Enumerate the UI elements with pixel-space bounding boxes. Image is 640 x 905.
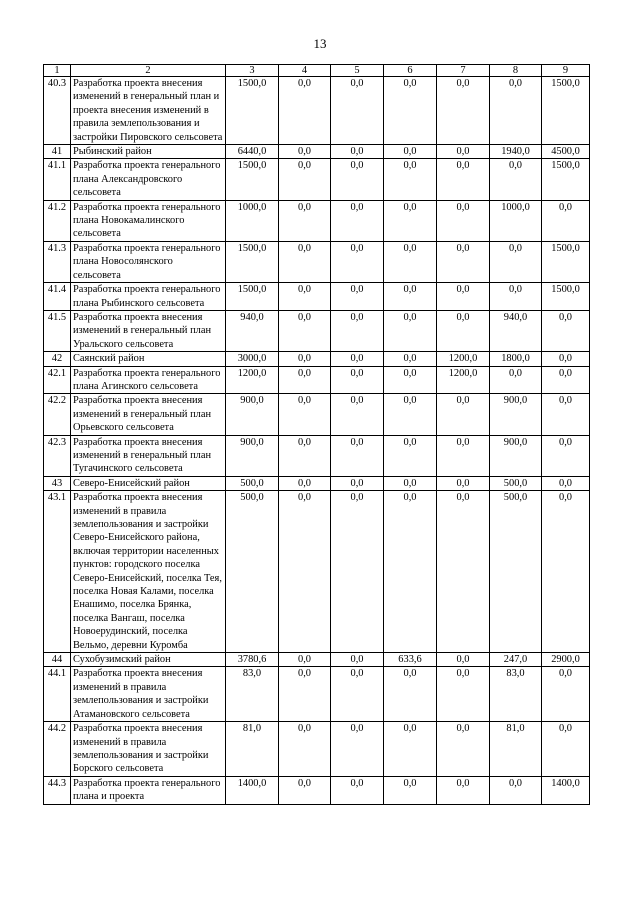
value-cell: 500,0 bbox=[226, 491, 279, 653]
value-cell: 940,0 bbox=[226, 310, 279, 351]
table-row bbox=[44, 667, 590, 722]
value-cell: 0,0 bbox=[279, 491, 331, 653]
row-name-cell: Разработка проекта внесения изменений в генеральный план и проекта внесения изменений в правила землепользования и застройки Пировского сельсовета bbox=[71, 77, 226, 145]
table-row bbox=[44, 435, 590, 476]
value-cell: 0,0 bbox=[437, 776, 490, 804]
value-cell: 0,0 bbox=[279, 722, 331, 777]
row-number-cell: 41.5 bbox=[44, 310, 71, 351]
row-number-cell: 44.2 bbox=[44, 722, 71, 777]
row-name-cell: Разработка проекта генерального плана Новосолянского сельсовета bbox=[71, 241, 226, 282]
value-cell: 0,0 bbox=[331, 283, 384, 311]
row-number-cell: 41.4 bbox=[44, 283, 71, 311]
value-cell: 0,0 bbox=[331, 491, 384, 653]
row-number-cell: 44 bbox=[44, 653, 71, 667]
value-cell: 1500,0 bbox=[542, 241, 590, 282]
value-cell: 0,0 bbox=[437, 241, 490, 282]
table-row bbox=[44, 159, 590, 200]
value-cell: 0,0 bbox=[437, 491, 490, 653]
table-row bbox=[44, 476, 590, 490]
column-header: 8 bbox=[490, 65, 542, 77]
value-cell: 0,0 bbox=[331, 241, 384, 282]
value-cell: 0,0 bbox=[279, 435, 331, 476]
value-cell: 0,0 bbox=[542, 476, 590, 490]
value-cell: 0,0 bbox=[437, 435, 490, 476]
value-cell: 1400,0 bbox=[226, 776, 279, 804]
value-cell: 0,0 bbox=[437, 310, 490, 351]
value-cell: 1940,0 bbox=[490, 145, 542, 159]
value-cell: 0,0 bbox=[437, 394, 490, 435]
row-name-cell: Разработка проекта генерального плана Агинского сельсовета bbox=[71, 366, 226, 394]
column-header: 3 bbox=[226, 65, 279, 77]
row-name-cell: Разработка проекта генерального плана Александровского сельсовета bbox=[71, 159, 226, 200]
table-row bbox=[44, 352, 590, 366]
page-number: 13 bbox=[313, 36, 327, 51]
row-number-cell: 42.1 bbox=[44, 366, 71, 394]
value-cell: 83,0 bbox=[226, 667, 279, 722]
value-cell: 0,0 bbox=[384, 491, 437, 653]
value-cell: 0,0 bbox=[542, 310, 590, 351]
value-cell: 0,0 bbox=[384, 310, 437, 351]
value-cell: 500,0 bbox=[490, 491, 542, 653]
value-cell: 0,0 bbox=[384, 283, 437, 311]
column-header: 4 bbox=[279, 65, 331, 77]
row-number-cell: 41.1 bbox=[44, 159, 71, 200]
value-cell: 0,0 bbox=[279, 159, 331, 200]
value-cell: 0,0 bbox=[279, 310, 331, 351]
value-cell: 81,0 bbox=[226, 722, 279, 777]
value-cell: 940,0 bbox=[490, 310, 542, 351]
row-name-cell: Разработка проекта внесения изменений в правила землепользования и застройки Борского сельсовета bbox=[71, 722, 226, 777]
column-header: 1 bbox=[44, 65, 71, 77]
value-cell: 0,0 bbox=[279, 241, 331, 282]
value-cell: 0,0 bbox=[437, 77, 490, 145]
value-cell: 900,0 bbox=[490, 394, 542, 435]
value-cell: 0,0 bbox=[331, 310, 384, 351]
value-cell: 0,0 bbox=[331, 394, 384, 435]
value-cell: 0,0 bbox=[437, 476, 490, 490]
table-row bbox=[44, 241, 590, 282]
value-cell: 0,0 bbox=[331, 200, 384, 241]
row-number-cell: 40.3 bbox=[44, 77, 71, 145]
value-cell: 0,0 bbox=[542, 722, 590, 777]
row-name-cell: Разработка проекта внесения изменений в правила землепользования и застройки Северо-Енисейского района, включая территории населенных пунктов: городского поселка Северо-Енисейский, поселка Тея, поселка Новая Калами, поселка Енашимо, поселка Брянка, поселка Вангаш, поселка Новоерудинский, поселка Вельмо, деревни Куромба bbox=[71, 491, 226, 653]
table-row bbox=[44, 394, 590, 435]
value-cell: 0,0 bbox=[331, 145, 384, 159]
row-number-cell: 41 bbox=[44, 145, 71, 159]
row-name-cell: Разработка проекта генерального плана Рыбинского сельсовета bbox=[71, 283, 226, 311]
value-cell: 0,0 bbox=[490, 283, 542, 311]
value-cell: 0,0 bbox=[331, 667, 384, 722]
row-name-cell: Разработка проекта внесения изменений в правила землепользования и застройки Атамановского сельсовета bbox=[71, 667, 226, 722]
value-cell: 900,0 bbox=[226, 435, 279, 476]
value-cell: 0,0 bbox=[542, 366, 590, 394]
value-cell: 2900,0 bbox=[542, 653, 590, 667]
value-cell: 0,0 bbox=[490, 241, 542, 282]
value-cell: 0,0 bbox=[279, 653, 331, 667]
value-cell: 4500,0 bbox=[542, 145, 590, 159]
value-cell: 0,0 bbox=[331, 352, 384, 366]
row-name-cell: Саянский район bbox=[71, 352, 226, 366]
value-cell: 1800,0 bbox=[490, 352, 542, 366]
value-cell: 1200,0 bbox=[437, 352, 490, 366]
value-cell: 0,0 bbox=[279, 776, 331, 804]
value-cell: 0,0 bbox=[331, 77, 384, 145]
value-cell: 1200,0 bbox=[437, 366, 490, 394]
column-header: 2 bbox=[71, 65, 226, 77]
value-cell: 0,0 bbox=[542, 352, 590, 366]
row-number-cell: 41.2 bbox=[44, 200, 71, 241]
value-cell: 0,0 bbox=[279, 366, 331, 394]
value-cell: 0,0 bbox=[331, 435, 384, 476]
value-cell: 0,0 bbox=[437, 283, 490, 311]
row-number-cell: 41.3 bbox=[44, 241, 71, 282]
value-cell: 0,0 bbox=[437, 145, 490, 159]
value-cell: 1000,0 bbox=[490, 200, 542, 241]
value-cell: 0,0 bbox=[279, 394, 331, 435]
column-header: 6 bbox=[384, 65, 437, 77]
row-name-cell: Северо-Енисейский район bbox=[71, 476, 226, 490]
value-cell: 0,0 bbox=[542, 394, 590, 435]
value-cell: 1500,0 bbox=[226, 241, 279, 282]
table-row bbox=[44, 310, 590, 351]
row-number-cell: 43.1 bbox=[44, 491, 71, 653]
table-row bbox=[44, 491, 590, 653]
value-cell: 0,0 bbox=[384, 200, 437, 241]
value-cell: 0,0 bbox=[384, 394, 437, 435]
value-cell: 0,0 bbox=[384, 77, 437, 145]
value-cell: 0,0 bbox=[384, 776, 437, 804]
value-cell: 900,0 bbox=[226, 394, 279, 435]
row-number-cell: 43 bbox=[44, 476, 71, 490]
value-cell: 500,0 bbox=[490, 476, 542, 490]
value-cell: 0,0 bbox=[279, 145, 331, 159]
value-cell: 83,0 bbox=[490, 667, 542, 722]
table-row bbox=[44, 200, 590, 241]
value-cell: 633,6 bbox=[384, 653, 437, 667]
value-cell: 1400,0 bbox=[542, 776, 590, 804]
row-number-cell: 44.1 bbox=[44, 667, 71, 722]
value-cell: 0,0 bbox=[542, 435, 590, 476]
row-name-cell: Разработка проекта внесения изменений в генеральный план Орьевского сельсовета bbox=[71, 394, 226, 435]
table-row bbox=[44, 653, 590, 667]
row-name-cell: Разработка проекта внесения изменений в генеральный план Уральского сельсовета bbox=[71, 310, 226, 351]
value-cell: 0,0 bbox=[490, 159, 542, 200]
value-cell: 0,0 bbox=[331, 476, 384, 490]
value-cell: 0,0 bbox=[331, 776, 384, 804]
value-cell: 0,0 bbox=[437, 722, 490, 777]
value-cell: 247,0 bbox=[490, 653, 542, 667]
table-row bbox=[44, 145, 590, 159]
row-number-cell: 42.3 bbox=[44, 435, 71, 476]
table-row bbox=[44, 366, 590, 394]
value-cell: 0,0 bbox=[384, 145, 437, 159]
value-cell: 0,0 bbox=[437, 667, 490, 722]
row-name-cell: Разработка проекта внесения изменений в генеральный план Тугачинского сельсовета bbox=[71, 435, 226, 476]
value-cell: 0,0 bbox=[331, 722, 384, 777]
value-cell: 1500,0 bbox=[226, 77, 279, 145]
value-cell: 0,0 bbox=[279, 200, 331, 241]
value-cell: 0,0 bbox=[437, 653, 490, 667]
value-cell: 81,0 bbox=[490, 722, 542, 777]
table-row bbox=[44, 776, 590, 804]
value-cell: 0,0 bbox=[384, 476, 437, 490]
value-cell: 0,0 bbox=[279, 77, 331, 145]
value-cell: 0,0 bbox=[490, 77, 542, 145]
value-cell: 0,0 bbox=[437, 159, 490, 200]
value-cell: 1500,0 bbox=[226, 159, 279, 200]
value-cell: 1500,0 bbox=[542, 77, 590, 145]
value-cell: 0,0 bbox=[490, 366, 542, 394]
value-cell: 0,0 bbox=[542, 491, 590, 653]
column-header: 5 bbox=[331, 65, 384, 77]
value-cell: 1000,0 bbox=[226, 200, 279, 241]
value-cell: 900,0 bbox=[490, 435, 542, 476]
row-name-cell: Разработка проекта генерального плана Новокамалинского сельсовета bbox=[71, 200, 226, 241]
value-cell: 500,0 bbox=[226, 476, 279, 490]
value-cell: 0,0 bbox=[437, 200, 490, 241]
table-row bbox=[44, 77, 590, 145]
value-cell: 0,0 bbox=[279, 283, 331, 311]
value-cell: 0,0 bbox=[542, 667, 590, 722]
value-cell: 0,0 bbox=[384, 352, 437, 366]
column-header: 9 bbox=[542, 65, 590, 77]
row-number-cell: 42 bbox=[44, 352, 71, 366]
value-cell: 0,0 bbox=[384, 159, 437, 200]
value-cell: 0,0 bbox=[384, 241, 437, 282]
value-cell: 0,0 bbox=[279, 667, 331, 722]
value-cell: 0,0 bbox=[542, 200, 590, 241]
value-cell: 1500,0 bbox=[542, 159, 590, 200]
column-header: 7 bbox=[437, 65, 490, 77]
row-name-cell: Рыбинский район bbox=[71, 145, 226, 159]
value-cell: 1200,0 bbox=[226, 366, 279, 394]
budget-table bbox=[43, 64, 590, 805]
row-name-cell: Разработка проекта генерального плана и проекта bbox=[71, 776, 226, 804]
row-number-cell: 44.3 bbox=[44, 776, 71, 804]
value-cell: 0,0 bbox=[331, 366, 384, 394]
row-number-cell: 42.2 bbox=[44, 394, 71, 435]
value-cell: 1500,0 bbox=[226, 283, 279, 311]
value-cell: 3780,6 bbox=[226, 653, 279, 667]
table-row bbox=[44, 283, 590, 311]
value-cell: 0,0 bbox=[331, 653, 384, 667]
table-row bbox=[44, 722, 590, 777]
value-cell: 3000,0 bbox=[226, 352, 279, 366]
value-cell: 6440,0 bbox=[226, 145, 279, 159]
row-name-cell: Сухобузимский район bbox=[71, 653, 226, 667]
value-cell: 0,0 bbox=[384, 435, 437, 476]
value-cell: 1500,0 bbox=[542, 283, 590, 311]
value-cell: 0,0 bbox=[279, 476, 331, 490]
table-header-row bbox=[44, 65, 590, 77]
value-cell: 0,0 bbox=[490, 776, 542, 804]
value-cell: 0,0 bbox=[384, 366, 437, 394]
value-cell: 0,0 bbox=[331, 159, 384, 200]
value-cell: 0,0 bbox=[384, 722, 437, 777]
value-cell: 0,0 bbox=[384, 667, 437, 722]
value-cell: 0,0 bbox=[279, 352, 331, 366]
